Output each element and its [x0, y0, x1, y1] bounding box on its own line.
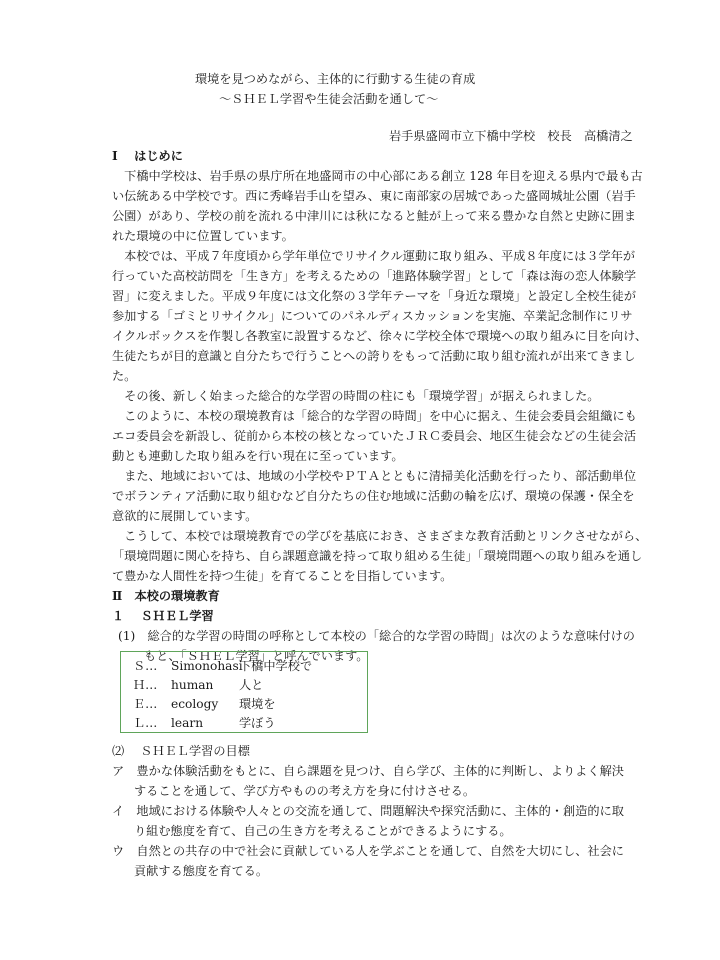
- body-line: 生徒たちが目的意識と自分たちで行うことへの誇りをもって活動に取り組む流れが出来てきまし: [112, 349, 636, 363]
- body-line: 下橋中学校は、岩手県の県庁所在地盛岡市の中心部にある創立 128 年目を迎える県内で最も古: [112, 169, 643, 183]
- body-line: また、地域においては、地域の小学校やＰＴＡとともに清掃美化活動を行ったり、部活動単位: [112, 469, 637, 483]
- item1-line: (1) 総合的な学習の時間の呼称として本校の「総合的な学習の時間」は次のような意味付けの: [118, 629, 635, 643]
- body-line: でボランティア活動に取り組むなど自分たちの住む地域に活動の輪を広げ、環境の保護・保全を: [112, 489, 635, 503]
- shel-letter: Ｓ…: [133, 659, 158, 673]
- shel-meaning: 人と: [239, 678, 264, 692]
- shel-acronym-box: [120, 651, 368, 733]
- body-line: 習」に変えました。平成９年度には文化祭の３学年テーマを「身近な環境」と設定し全校生徒が: [112, 289, 637, 303]
- document-title: 環境を見つめながら、主体的に行動する生徒の育成: [195, 72, 476, 86]
- shel-word: human: [171, 678, 214, 692]
- body-line: エコ委員会を新設し、従前から本校の核となっていたＪＲＣ委員会、地区生徒会などの生徒会活: [112, 429, 637, 443]
- body-line: 公園）があり、学校の前を流れる中津川には秋になると鮭が上って来る豊かな自然と史跡に囲ま: [112, 209, 637, 223]
- section-heading-intro: Ⅰ はじめに: [112, 149, 183, 163]
- goal-line: り組む態度を育て、自己の生き方を考えることができるようにする。: [134, 824, 512, 838]
- shel-meaning: 学ぼう: [239, 716, 276, 730]
- body-line: た。: [112, 369, 137, 383]
- document-author: 岩手県盛岡市立下橋中学校 校長 高橋清之: [389, 129, 633, 143]
- body-line: 参加する「ゴミとリサイクル」についてのパネルディスカッションを実施、卒業記念制作にリサ: [112, 309, 633, 323]
- shel-word: ecology: [171, 697, 219, 711]
- goal-line: することを通して、学び方やものの考え方を身に付けさせる。: [134, 784, 476, 798]
- item2-heading: ⑵ ＳＨＥＬ学習の目標: [112, 744, 250, 758]
- body-line: い伝統ある中学校です。西に秀峰岩手山を望み、東に南部家の居城であった盛岡城址公園（岩手: [112, 189, 636, 203]
- body-line: こうして、本校では環境教育での学びを基底におき、さまざまな教育活動とリンクさせながら、: [112, 529, 648, 543]
- body-line: 意欲的に展開しています。: [112, 509, 258, 523]
- goal-line: ウ 自然との共存の中で社会に貢献している人を学ぶことを通して、自然を大切にし、社会に: [112, 844, 624, 858]
- shel-word: learn: [171, 716, 204, 730]
- goal-line: イ 地域における体験や人々との交流を通して、問題解決や探究活動に、主体的・創造的に取: [112, 804, 624, 818]
- item1-line: もと、「ＳＨＥＬ学習」と呼んでいます。: [144, 649, 369, 663]
- shel-letter: Ｅ…: [133, 697, 158, 711]
- shel-letter: Ｈ…: [133, 678, 158, 692]
- subsection-heading-shel: １ ＳＨＥＬ学習: [112, 609, 214, 623]
- goal-line: ア 豊かな体験活動をもとに、自ら課題を見つけ、自ら学び、主体的に判断し、よりよく解決: [112, 764, 624, 778]
- shel-word: Simonohasi: [171, 659, 243, 673]
- body-line: て豊かな人間性を持つ生徒」を育てることを目指しています。: [112, 569, 453, 583]
- body-line: イクルボックスを作製し各教室に設置するなど、徐々に学校全体で環境への取り組みに目を向け、: [112, 329, 648, 343]
- shel-meaning: 下橋中学校で: [239, 659, 313, 673]
- body-line: 本校では、平成７年度頃から学年単位でリサイクル運動に取り組み、平成８年度には３学年が: [112, 249, 636, 263]
- body-line: 動とも連動した取り組みを行い現在に至っています。: [112, 449, 404, 463]
- shel-meaning: 環境を: [239, 697, 276, 711]
- body-line: 行っていた高校訪問を「生き方」を考えるための「進路体験学習」として「森は海の恋人体験学: [112, 269, 637, 283]
- body-line: 「環境問題に関心を持ち、自ら課題意識を持って取り組める生徒」「環境問題への取り組みを通し: [112, 549, 643, 563]
- body-line: れた環境の中に位置しています。: [112, 229, 294, 243]
- goal-line: 貢献する態度を育てる。: [134, 864, 269, 878]
- shel-letter: Ｌ…: [133, 716, 158, 730]
- body-line: その後、新しく始まった総合的な学習の時間の柱にも「環境学習」が据えられました。: [112, 389, 600, 403]
- document-subtitle: ～ＳＨＥＬ学習や生徒会活動を通して～: [219, 92, 439, 106]
- section-heading-env-education: Ⅱ 本校の環境教育: [112, 589, 220, 603]
- body-line: このように、本校の環境教育は「総合的な学習の時間」を中心に据え、生徒会委員会組織にも: [112, 409, 637, 423]
